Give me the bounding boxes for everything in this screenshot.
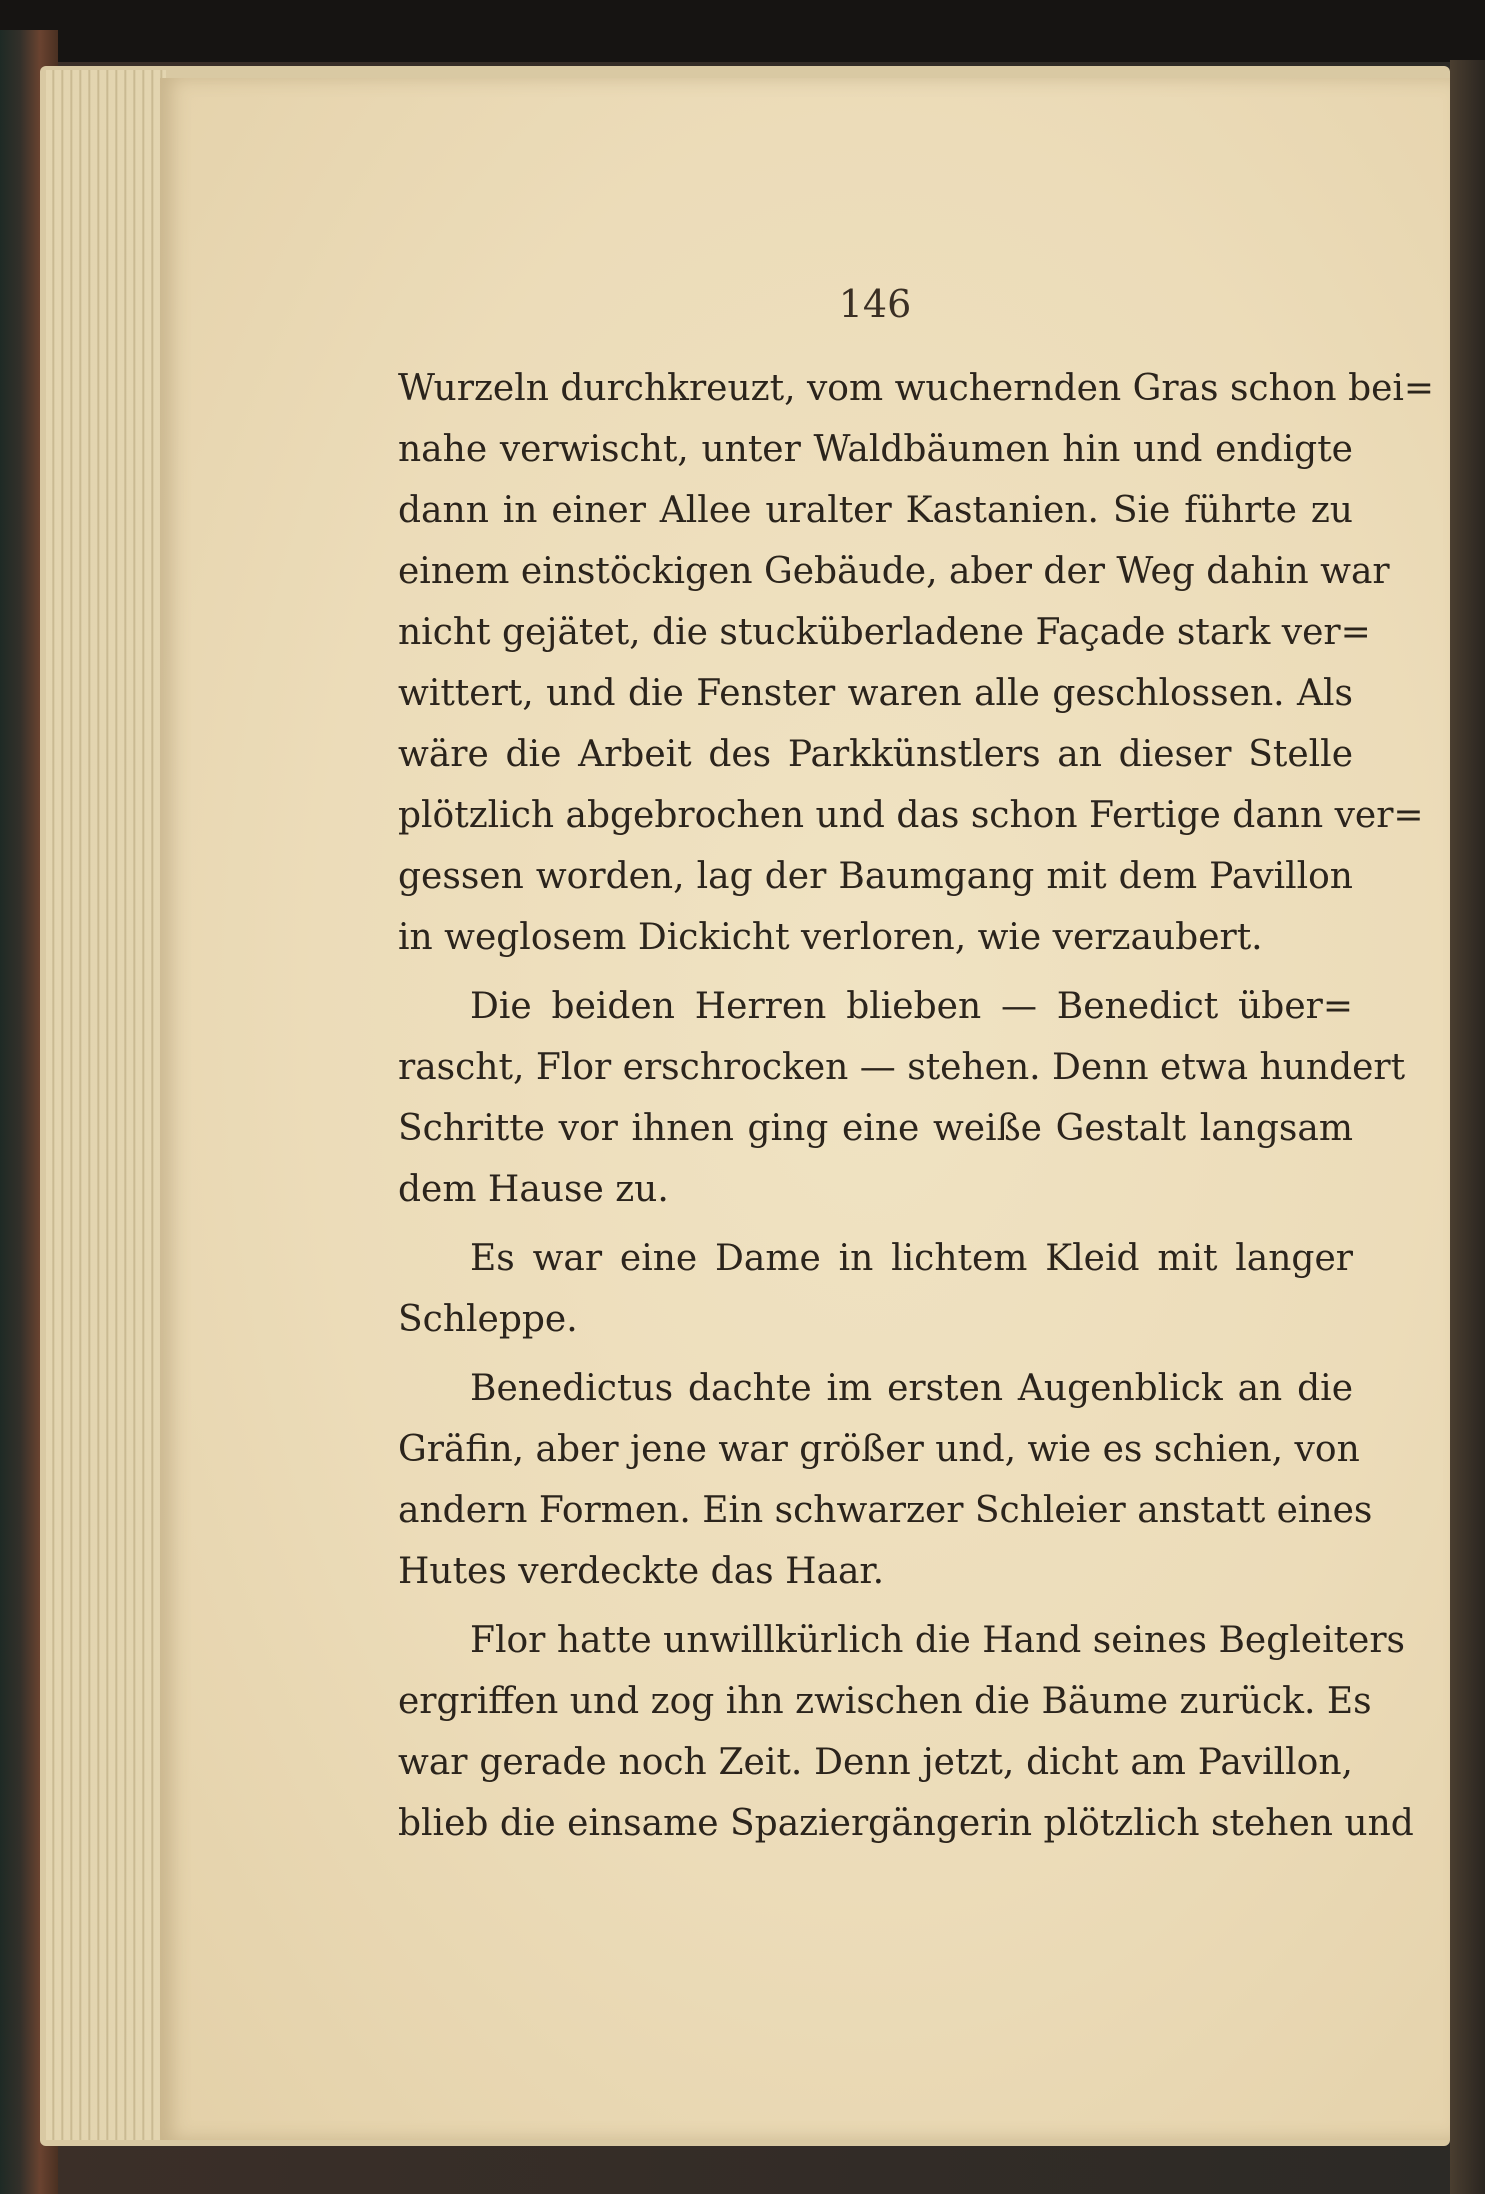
text-line: Die beiden Herren blieben — Benedict über= <box>470 986 1353 1027</box>
text-line: Schleppe. <box>398 1299 578 1340</box>
paragraph-2 <box>398 976 1406 1220</box>
page-number: 146 <box>838 282 912 326</box>
paragraph-5 <box>398 1610 1414 1854</box>
text-line: blieb die einsame Spaziergängerin plötzlich stehen und <box>398 1803 1414 1844</box>
text-line: Flor hatte unwillkürlich die Hand seines Begleiters <box>470 1620 1406 1661</box>
text-line: Benedictus dachte im ersten Augenblick an die <box>470 1368 1353 1409</box>
paragraph-1 <box>398 358 1435 968</box>
text-line: dann in einer Allee uralter Kastanien. Sie führte zu <box>398 490 1353 531</box>
page-edges <box>46 70 166 2140</box>
text-line: in weglosem Dickicht verloren, wie verzaubert. <box>398 917 1263 958</box>
text-line: nahe verwischt, unter Waldbäumen hin und endigte <box>398 429 1353 470</box>
text-line: Schritte vor ihnen ging eine weiße Gestalt langsam <box>398 1108 1353 1149</box>
text-line: Gräfin, aber jene war größer und, wie es schien, von <box>398 1429 1360 1470</box>
text-line: Wurzeln durchkreuzt, vom wuchernden Gras schon bei= <box>398 368 1435 409</box>
text-line: gessen worden, lag der Baumgang mit dem Pavillon <box>398 856 1353 897</box>
paragraph-4 <box>398 1358 1373 1602</box>
book-cover-top <box>0 0 1485 62</box>
page-text <box>398 358 1435 1854</box>
text-line: dem Hause zu. <box>398 1169 669 1210</box>
paragraph-3 <box>398 1228 1353 1350</box>
text-line: wäre die Arbeit des Parkkünstlers an dieser Stelle <box>398 734 1353 775</box>
text-line: ergriffen und zog ihn zwischen die Bäume zurück. Es <box>398 1681 1372 1722</box>
book-right-edge <box>1450 60 1485 2194</box>
text-line: Hutes verdeckte das Haar. <box>398 1551 885 1592</box>
text-line: Es war eine Dame in lichtem Kleid mit langer <box>470 1238 1353 1279</box>
text-line: einem einstöckigen Gebäude, aber der Weg dahin war <box>398 551 1390 592</box>
text-line: nicht gejätet, die stucküberladene Façade stark ver= <box>398 612 1371 653</box>
text-line: rascht, Flor erschrocken — stehen. Denn etwa hundert <box>398 1047 1406 1088</box>
text-line: andern Formen. Ein schwarzer Schleier anstatt eines <box>398 1490 1373 1531</box>
text-line: plötzlich abgebrochen und das schon Fertige dann ver= <box>398 795 1424 836</box>
text-line: war gerade noch Zeit. Denn jetzt, dicht am Pavillon, <box>398 1742 1353 1783</box>
text-line: wittert, und die Fenster waren alle geschlossen. Als <box>398 673 1353 714</box>
